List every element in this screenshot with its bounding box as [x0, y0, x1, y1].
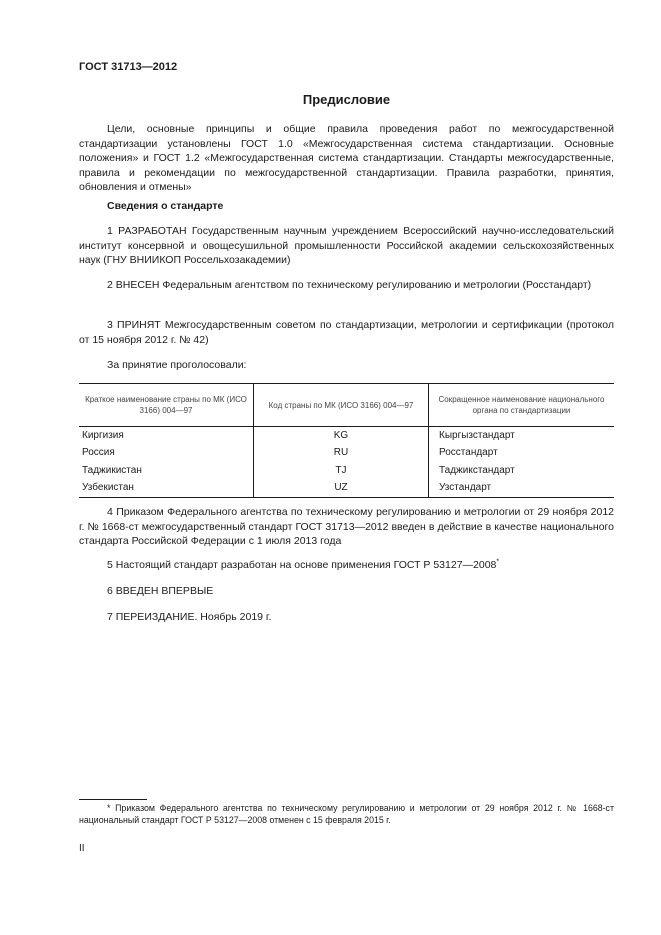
page-number: II [79, 843, 85, 854]
country-cell: Киргизия [82, 429, 124, 441]
footnote-divider [79, 799, 147, 800]
footnote-marker: * [496, 558, 500, 566]
based-on-text: 5 Настоящий стандарт разработан на основе применения ГОСТ Р 53127—2008 [107, 559, 497, 571]
paragraph-developed-by: 1 РАЗРАБОТАН Государственным научным учреждением Всероссийский научно-исследовательский институт консервной и овощесушильной промышленности Российской академии сельскохозяйственных наук (ГНУ ВНИИКОП Россельхозакадемии) [79, 225, 614, 266]
column-header-agency: Сокращенное наименование национального органа по стандартизации [429, 384, 615, 427]
intro-paragraph: Цели, основные принципы и общие правила проведения работ по межгосударственной стандартизации установлены ГОСТ 1.0 «Межгосударственная система стандартизации. Основные положения» и ГОСТ 1.2 «Межгосударственная система стандартизации. Стандарты межгосударственные, правила и рекомендации по межгосударственной стандартизации. Правила разработки, принятия, обновления и отмены» [79, 123, 614, 193]
paragraph-first-introduced: 6 ВВЕДЕН ВПЕРВЫЕ [107, 585, 214, 597]
paragraph-submitted-by: 2 ВНЕСЕН Федеральным агентством по техническому регулированию и метрологии (Росстандарт) [107, 279, 592, 291]
code-cell: TJ [254, 462, 429, 480]
table-row [79, 480, 614, 498]
table-row [79, 427, 614, 445]
code-cell: RU [254, 445, 429, 463]
page-title: Предисловие [302, 92, 391, 107]
column-header-code: Код страны по МК (ИСО 3166) 004—97 [254, 384, 429, 427]
table-row [79, 462, 614, 480]
paragraph-adopted-by: 3 ПРИНЯТ Межгосударственным советом по стандартизации, метрологии и сертификации (протокол от 15 ноября 2012 г. № 42) [79, 319, 614, 346]
footnote: * Приказом Федерального агентства по техническому регулированию и метрологии от 29 ноября 2012 г. № 1668-ст национальный стандарт ГОСТ Р 53127—2008 отменен с 15 февраля 2015 г. [79, 803, 614, 825]
country-cell: Россия [82, 447, 115, 459]
section-heading: Сведения о стандарте [107, 200, 224, 212]
agency-cell: Росстандарт [429, 445, 615, 463]
paragraph-enacted: 4 Приказом Федерального агентства по техническому регулированию и метрологии от 29 ноября 2012 г. № 1668-ст межгосударственный стандарт ГОСТ 31713—2012 введен в действие в качестве национального стандарта Российской Федерации с 1 июля 2013 года [79, 506, 614, 547]
country-cell: Узбекистан [79, 480, 254, 498]
column-header-country: Краткое наименование страны по МК (ИСО 3166) 004—97 [79, 384, 254, 427]
agency-cell: Таджикстандарт [429, 462, 615, 480]
agency-cell: Узстандарт [429, 480, 615, 498]
agency-cell: Кыргызстандарт [429, 427, 615, 445]
table-row [79, 445, 614, 463]
paragraph-reissue: 7 ПЕРЕИЗДАНИЕ. Ноябрь 2019 г. [107, 611, 272, 623]
country-cell: Таджикистан [82, 464, 142, 476]
code-cell: KG [254, 427, 429, 445]
voting-table [79, 383, 614, 498]
code-cell: UZ [254, 480, 429, 498]
document-code: ГОСТ 31713—2012 [79, 61, 178, 73]
table-header-row [79, 384, 614, 427]
paragraph-based-on [79, 558, 614, 573]
vote-intro: За принятие проголосовали: [107, 359, 247, 371]
